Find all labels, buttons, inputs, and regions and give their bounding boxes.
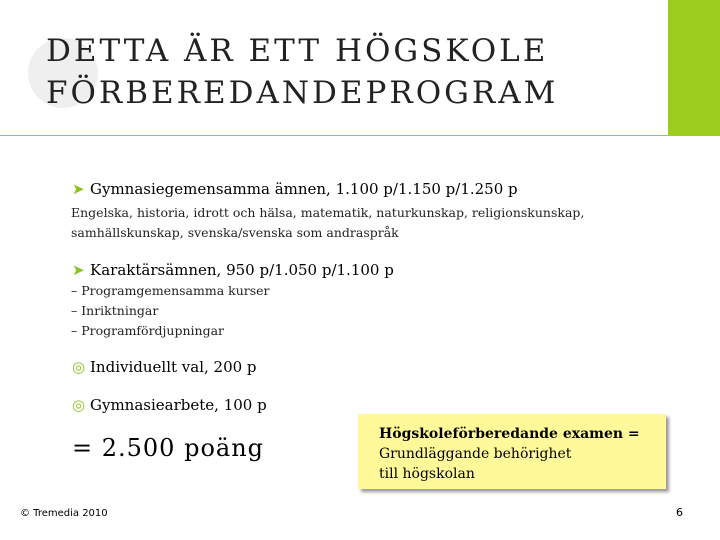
slide-title-line-2: FÖRBEREDANDEPROGRAM bbox=[46, 75, 559, 111]
section-gemensamma-heading bbox=[72, 180, 518, 198]
section-heading-text: Gymnasiearbete, 100 p bbox=[90, 396, 267, 414]
circle-bullet-icon: ◎ bbox=[72, 396, 86, 414]
detail-line: samhällskunskap, svenska/svenska som andraspråk bbox=[71, 225, 399, 240]
detail-line: – Programfördjupningar bbox=[71, 323, 225, 338]
copyright-footer: © Tremedia 2010 bbox=[20, 508, 108, 519]
exam-line: Grundläggande behörighet bbox=[379, 446, 572, 462]
slide-title bbox=[46, 30, 558, 114]
section-karaktar-heading bbox=[72, 261, 394, 279]
section-gymnasiearbete-heading bbox=[72, 396, 267, 414]
detail-line: Engelska, historia, idrott och hälsa, matematik, naturkunskap, religionskunskap, bbox=[71, 205, 585, 220]
circle-bullet-icon: ◎ bbox=[72, 358, 86, 376]
section-individuellt-heading bbox=[72, 358, 257, 376]
accent-divider bbox=[0, 135, 720, 136]
arrow-bullet-icon: ➤ bbox=[72, 180, 85, 198]
exam-callout-box bbox=[358, 414, 666, 489]
exam-line: till högskolan bbox=[379, 466, 475, 482]
exam-line: Högskoleförberedande examen = bbox=[379, 426, 640, 442]
section-gemensamma-detail bbox=[71, 203, 584, 243]
accent-bar bbox=[668, 0, 720, 135]
arrow-bullet-icon: ➤ bbox=[72, 261, 85, 279]
slide-title-line-1: DETTA ÄR ETT HÖGSKOLE bbox=[46, 33, 549, 69]
section-karaktar-detail bbox=[71, 281, 270, 341]
total-points: = 2.500 poäng bbox=[72, 434, 265, 462]
page-number: 6 bbox=[676, 506, 683, 519]
section-heading-text: Karaktärsämnen, 950 p/1.050 p/1.100 p bbox=[90, 261, 394, 279]
section-heading-text: Gymnasiegemensamma ämnen, 1.100 p/1.150 p/1.250 p bbox=[90, 180, 518, 198]
detail-line: – Inriktningar bbox=[71, 303, 159, 318]
section-heading-text: Individuellt val, 200 p bbox=[90, 358, 257, 376]
detail-line: – Programgemensamma kurser bbox=[71, 283, 270, 298]
